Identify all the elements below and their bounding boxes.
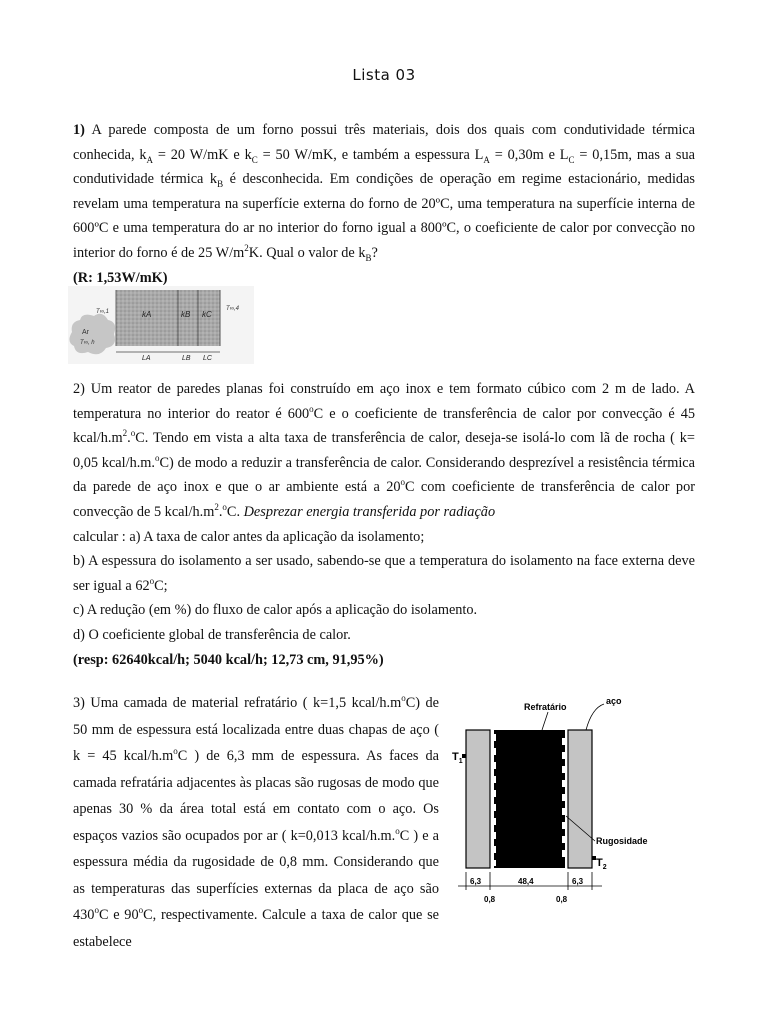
dim-refractory: 48,4	[518, 877, 534, 886]
label-aco: aço	[606, 696, 622, 706]
label-t1: $T_1$	[452, 751, 463, 765]
refractory-layer	[494, 730, 565, 868]
question-2-answer: (resp: 62640kcal/h; 5040 kcal/h; 12,73 cm, 91,95%)	[73, 651, 384, 668]
dim-steel-left: 6,3	[470, 877, 482, 886]
question-2-item-d: d) O coeficiente global de transferência de calor.	[73, 626, 351, 643]
label-t-h: T∞, h	[80, 340, 95, 346]
steel-plate-right	[568, 730, 592, 868]
label-ka: kA	[142, 310, 152, 319]
question-1-text: 1) A parede composta de um forno possui três materiais, dois dos quais com condutividade térmica conhecida, $k_A = 20$ W/mK e $k_C = 50$ W/mK, e também a espessura $L_A = 0,30m$ e $L_C = 0,15m$, mas a sua condutividade térmica $k_B$ é desconhecida. Em condições de operação em regime estacionário, medidas revelam uma temperatura na superfície externa do forno de 20ºC, uma temperatura na superfície interna de 600ºC e uma temperatura do ar no interior do forno igual a 800ºC, o coeficiente de calor por convecção no interior do forno é de 25 $W/m^2K$. Qual o valor de $k_B$?	[73, 122, 695, 263]
refractory-wall-figure	[452, 690, 674, 916]
label-t2: $T_2$	[596, 857, 607, 871]
composite-wall-figure	[68, 286, 254, 364]
label-lb: LB	[182, 355, 191, 362]
dim-roughness-right: 0,8	[556, 895, 568, 904]
question-1	[73, 118, 695, 290]
page-title: Lista 03	[352, 66, 416, 84]
question-2-item-a: calcular : a) A taxa de calor antes da aplicação da isolamento;	[73, 528, 425, 545]
label-kb: kB	[181, 310, 191, 319]
steel-plate-left	[466, 730, 490, 868]
label-rugosidade: Rugosidade	[596, 836, 648, 846]
roughness-right	[562, 738, 566, 857]
label-lc: LC	[203, 355, 212, 362]
label-la: LA	[142, 355, 151, 362]
question-2	[73, 377, 695, 672]
dim-steel-right: 6,3	[572, 877, 584, 886]
question-2-item-c: c) A redução (em %) do fluxo de calor após a aplicação do isolamento.	[73, 602, 478, 619]
label-air: Ar	[82, 329, 89, 336]
question-3	[73, 690, 439, 955]
label-refratario: Refratário	[524, 702, 567, 712]
question-1-answer: (R: 1,53W/mK)	[73, 269, 168, 286]
dim-roughness-left: 0,8	[484, 895, 496, 904]
label-t-inf-4: T∞,4	[226, 306, 239, 312]
label-t-inf-1: T∞,1	[96, 309, 109, 315]
question-2-statement: 2) Um reator de paredes planas foi construído em aço inox e tem formato cúbico com 2 m de lado. A temperatura no interior do reator é 600$^o$C e o coeficiente de transferência de calor por convecção é 45 kcal/$h.m^2.^oC$. Tendo em vista a alta taxa de transferência de calor, deseja-se isolá-lo com lã de rocha ( k= 0,05 kcal/h.m.$^o$C) de modo a reduzir a transferência de calor. Considerando desprezível a resistência térmica da parede de aço inox e que o ar ambiente está a 20$^o$C com coeficiente de transferência de calor por convecção de 5 kcal/$h.m^2.^oC$. Desprezar energia transferida por radiação	[73, 381, 695, 520]
label-kc: kC	[202, 310, 212, 319]
question-3-text: 3) Uma camada de material refratário ( k=1,5 kcal/$h.m^oC$) de 50 mm de espessura está localizada entre duas chapas de aço ( k = 45 kcal/$h.m^oC$ ) de 6,3 mm de espessura. As faces da camada refratária adjacentes às placas são rugosas de modo que apenas 30 % da área total está em contato com o aço. Os espaços vazios são ocupados por ar ( k=0,013 kcal/h.m.$^o$C ) e a espessura média da rugosidade de 0,8 mm. Considerando que as temperaturas das superfícies externas da placa de aço são 430$^o$C e 90$^o$C, respectivamente. Calcule a taxa de calor que se estabelece	[73, 693, 439, 950]
question-1-number: 1)	[73, 122, 85, 138]
question-2-item-b: b) A espessura do isolamento a ser usado, sabendo-se que a temperatura do isolamento na face externa deve ser igual a 62$^o$C;	[73, 553, 695, 594]
